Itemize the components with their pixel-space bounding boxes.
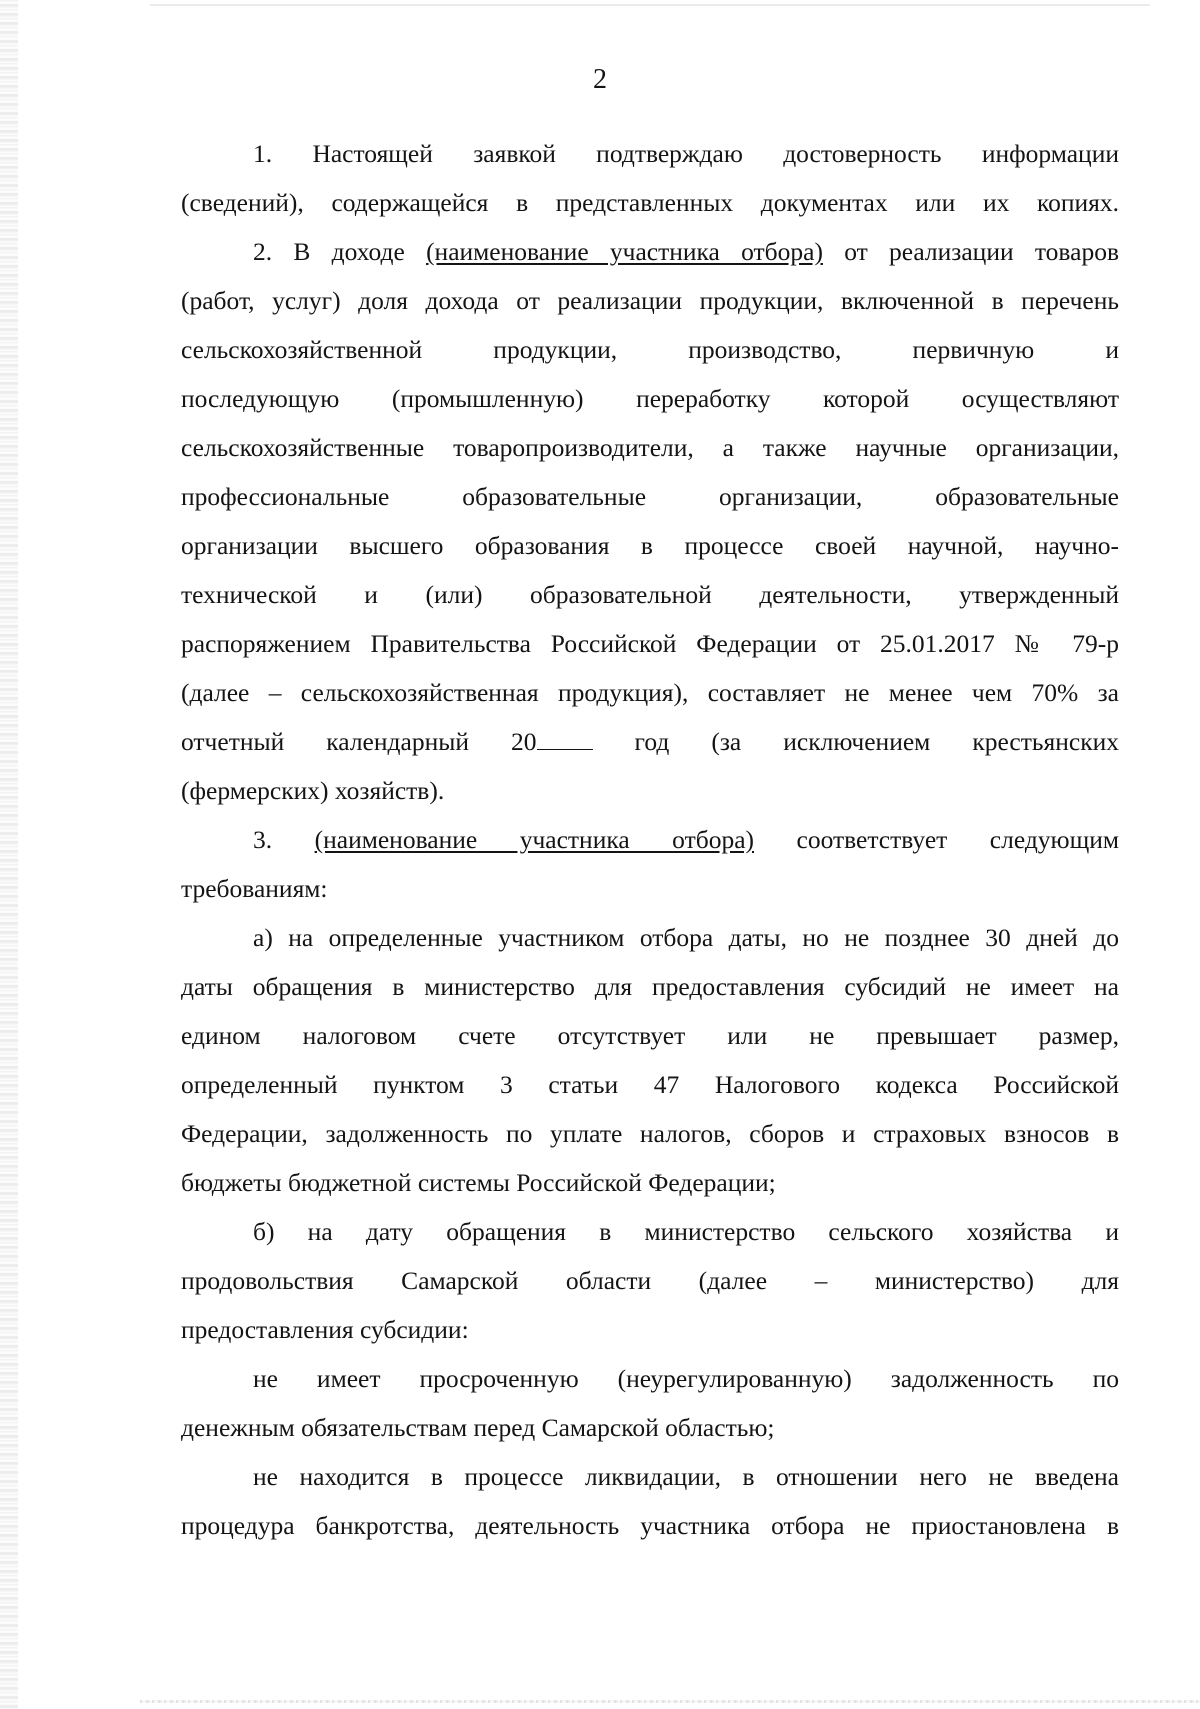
paragraph-a [181, 913, 1119, 1207]
text-line: (сведений), содержащейся в представленных документах или их копиях. [181, 188, 1119, 217]
text-line [181, 717, 1119, 766]
text-line: Федерации, задолженность по уплате налогов, сборов и страховых взносов в [181, 1119, 1119, 1148]
text-fragment: от реализации товаров [822, 237, 1119, 266]
text-line: даты обращения в министерство для предоставления субсидий не имеет на [181, 972, 1119, 1001]
paragraph-no-liquidation [181, 1452, 1119, 1550]
text-line: 1. Настоящей заявкой подтверждаю достоверность информации [253, 139, 1119, 168]
text-line: б) на дату обращения в министерство сельского хозяйства и [253, 1217, 1119, 1246]
text-line: не находится в процессе ликвидации, в отношении него не введена [253, 1462, 1119, 1491]
text-line: профессиональные образовательные организации, образовательные [181, 482, 1119, 511]
scan-edge-bottom [140, 1700, 1200, 1703]
text-line: распоряжением Правительства Российской Федерации от 25.01.2017 № 79-р [181, 629, 1119, 658]
text-line: продовольствия Самарской области (далее – министерство) для [181, 1266, 1119, 1295]
text-line: определенный пунктом 3 статьи 47 Налогового кодекса Российской [181, 1070, 1119, 1099]
text-line: едином налоговом счете отсутствует или не превышает размер, [181, 1021, 1119, 1050]
year-blank[interactable] [537, 727, 593, 750]
text-line: последующую (промышленную) переработку которой осуществляют [181, 384, 1119, 413]
text-line: сельскохозяйственные товаропроизводители, а также научные организации, [181, 433, 1119, 462]
text-line: предоставления субсидии: [181, 1315, 469, 1344]
text-line [181, 815, 1119, 864]
text-line: сельскохозяйственной продукции, производство, первичную и [181, 335, 1119, 364]
text-fragment: отчетный календарный 20 [181, 727, 537, 756]
page-number: 2 [593, 64, 607, 95]
placeholder-participant-name: (наименование участника отбора) [426, 237, 823, 266]
text-line: (фермерских) хозяйств). [181, 776, 445, 805]
text-line: денежным обязательствам перед Самарской областью; [181, 1413, 775, 1442]
placeholder-participant-name: (наименование участника отбора) [314, 825, 755, 854]
text-line: процедура банкротства, деятельность участника отбора не приостановлена в [181, 1511, 1119, 1540]
scan-edge-top [150, 4, 1150, 6]
paragraph-2 [181, 227, 1119, 815]
text-line: технической и (или) образовательной деятельности, утвержденный [181, 580, 1119, 609]
scan-edge-left [0, 0, 18, 1709]
text-line [181, 227, 1119, 276]
text-line: не имеет просроченную (неурегулированную) задолженность по [253, 1364, 1119, 1393]
text-line: требованиям: [181, 874, 328, 903]
paragraph-1 [181, 129, 1119, 227]
text-line: (далее – сельскохозяйственная продукция), составляет не менее чем 70% за [181, 678, 1119, 707]
text-fragment: 2. В доходе [253, 237, 427, 266]
text-line: бюджеты бюджетной системы Российской Федерации; [181, 1168, 776, 1197]
paragraph-3 [181, 815, 1119, 913]
paragraph-b [181, 1207, 1119, 1354]
text-fragment: год (за исключением крестьянских [592, 727, 1119, 756]
text-line: а) на определенные участником отбора даты, но не позднее 30 дней до [253, 923, 1119, 952]
text-fragment: 3. [253, 825, 315, 854]
text-line: организации высшего образования в процессе своей научной, научно- [181, 531, 1119, 560]
document-body [181, 129, 1119, 1550]
text-fragment: соответствует следующим [754, 825, 1120, 854]
paragraph-no-debt [181, 1354, 1119, 1452]
text-line: (работ, услуг) доля дохода от реализации продукции, включенной в перечень [181, 286, 1119, 315]
